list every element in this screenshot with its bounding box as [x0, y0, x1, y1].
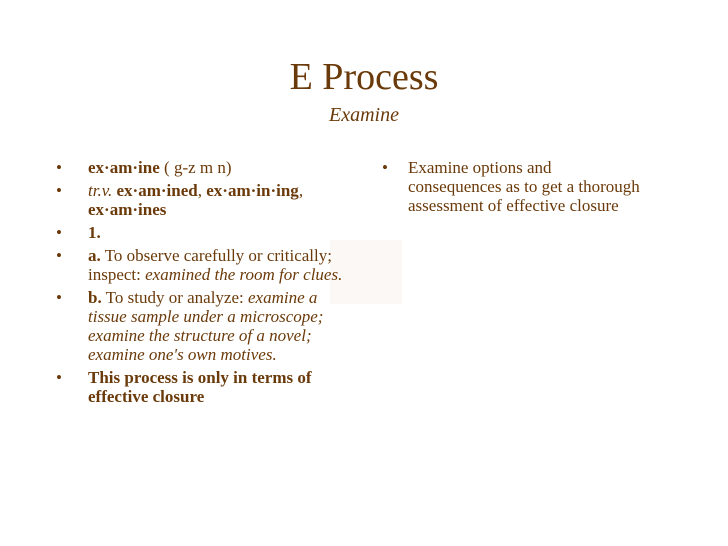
sense-label-a: a.	[88, 246, 101, 265]
headword: ex·am·ine	[88, 158, 160, 177]
bullet-marker: •	[56, 181, 62, 200]
process-note: This process is only in terms of effective closure	[88, 368, 312, 406]
summary-list	[382, 158, 642, 215]
word-form-present: ex·am·ines	[88, 200, 167, 219]
list-item-sense-number	[56, 223, 356, 242]
sense-text-a: To observe carefully or critically; inspect:	[88, 246, 332, 284]
slide-title: E Process	[289, 56, 439, 98]
slide-subtitle: Examine	[329, 104, 399, 126]
list-item-sense-b	[56, 288, 356, 364]
word-form-past: ex·am·ined	[116, 181, 198, 200]
separator: ,	[298, 181, 304, 200]
sense-example-a: examined the room for clues.	[145, 265, 343, 284]
sense-number: 1.	[88, 223, 101, 242]
part-of-speech: tr.v.	[88, 181, 113, 200]
bullet-marker: •	[56, 158, 62, 177]
list-item-note	[56, 368, 356, 406]
sense-text-b: To study or analyze:	[101, 288, 248, 307]
left-column	[56, 158, 356, 410]
separator: ,	[197, 181, 207, 200]
bullet-marker: •	[56, 223, 62, 242]
bullet-marker: •	[56, 368, 62, 387]
bullet-marker: •	[56, 246, 62, 265]
slide-header	[0, 55, 728, 127]
sense-example-b: examine a tissue sample under a microscope; examine the structure of a novel; examine one's own motives.	[88, 288, 324, 364]
list-item-sense-a	[56, 246, 356, 284]
sense-label-b: b.	[88, 288, 102, 307]
right-column	[382, 158, 642, 219]
list-item-summary	[382, 158, 642, 215]
bullet-marker: •	[56, 288, 62, 307]
definition-list	[56, 158, 356, 406]
list-item-headword	[56, 158, 356, 177]
list-item-forms	[56, 181, 356, 219]
bullet-marker: •	[382, 158, 388, 177]
summary-text: Examine options and consequences as to get a thorough assessment of effective closure	[408, 158, 640, 215]
word-form-progressive: ex·am·in·ing	[206, 181, 299, 200]
pronunciation: ( g-z m n)	[159, 158, 232, 177]
